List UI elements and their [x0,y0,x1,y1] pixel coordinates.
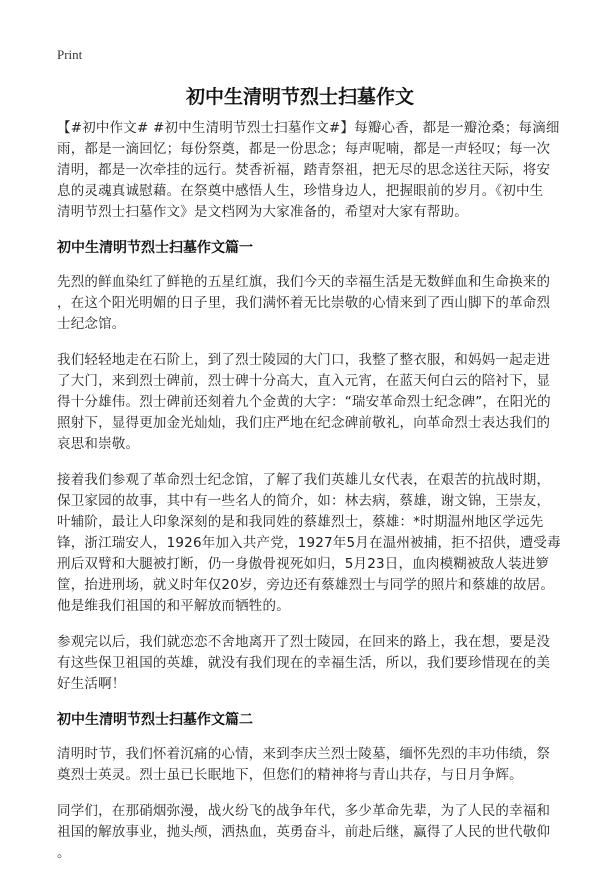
paragraph [57,118,560,223]
paragraph-line: 【#初中作文# #初中生清明节烈士扫墓作文#】每瓣心香，都是一瓣沧桑；每滴细 [57,120,560,136]
paragraph-line: 雨，都是一滴回忆；每份祭奠，都是一份思念；每声呢喃，都是一声轻叹；每一次 [57,141,551,157]
paragraph-line: 哀思和崇敬。 [57,436,140,452]
paragraph [57,801,551,864]
paragraph-line: 息的灵魂真诚慰藉。在祭奠中感悟人生，珍惜身边人，把握眼前的岁月。《初中生 [57,183,544,199]
paragraph-line: 。 [57,845,71,861]
section-heading: 初中生清明节烈士扫墓作文篇二 [57,712,253,728]
paragraph-line: 奠烈士英灵。烈士虽已长眠地下，但您们的精神将与青山共存，与日月争辉。 [57,767,523,783]
paragraph-line: 同学们，在那硝烟弥漫，战火纷飞的战争年代，多少革命先辈，为了人民的幸福和 [57,803,551,819]
paragraph-line: 祖国的解放事业，抛头颅，洒热血，英勇奋斗，前赴后继，赢得了人民的世代敬仰 [57,824,551,840]
paragraph-line: 清明，都是一次牵挂的远行。焚香祈福，踏青祭祖，把无尽的思念送往天际，将安 [57,162,551,178]
paragraph-line: 清明时节，我们怀着沉痛的心情，来到李庆兰烈士陵墓，缅怀先烈的丰功伟绩，祭 [57,746,551,762]
paragraph-line: 清明节烈士扫墓作文》是文档网为大家准备的，希望对大家有帮助。 [57,204,468,220]
paragraph-line: 筐，抬进刑场，就义时年仅20岁，旁边还有蔡雄烈士与同学的照片和蔡雄的故居。 [57,577,555,593]
paragraph-line: 得十分雄伟。烈士碑前还刻着九个金黄的大字：“瑞安革命烈士纪念碑”，在阳光的 [57,394,551,410]
paragraph-line: 我们轻轻地走在石阶上，到了烈士陵园的大门口，我整了整衣服，和妈妈一起走进 [57,352,551,368]
paragraph-line: 他是维我们祖国的和平解放而牺牲的。 [57,598,290,614]
paragraph [57,272,551,335]
paragraph-line: 了大门，来到烈士碑前，烈士碑十分高大，直入元宵，在蓝天何白云的陪衬下，显 [57,373,551,389]
paragraph-line: 叶辅阶，最让人印象深刻的是和我同姓的蔡雄烈士，蔡雄：*时期温州地区学远先 [57,514,544,530]
paragraph [57,350,551,455]
paragraph [57,470,561,617]
paragraph-line: 先烈的鲜血染红了鲜艳的五星红旗，我们今天的幸福生活是无数鲜血和生命换来的 [57,274,551,290]
paragraph [57,632,551,695]
section-heading: 初中生清明节烈士扫墓作文篇一 [57,240,253,256]
paragraph-line: ，在这个阳光明媚的日子里，我们满怀着无比崇敬的心情来到了西山脚下的革命烈 [57,295,551,311]
page-title: 初中生清明节烈士扫墓作文 [185,86,414,108]
paragraph-line: 有这些保卫祖国的英雄，就没有我们现在的幸福生活，所以，我们要珍惜现在的美 [57,655,551,671]
paragraph-line: 士纪念馆。 [57,316,126,332]
paragraph-line: 刑后双臂和大腿被打断，仍一身傲骨视死如归，5月23日，血肉模糊被敌人装进箩 [57,556,550,572]
article-body [57,118,561,879]
print-link[interactable]: Print [57,47,83,62]
paragraph-line: 保卫家园的故事，其中有一些名人的简介，如：林去病，蔡雄，谢文锦，王崇友， [57,493,551,509]
paragraph-line: 照射下，显得更加金光灿灿，我们庄严地在纪念碑前敬礼，向革命烈士表达我们的 [57,415,551,431]
paragraph-line: 好生活啊！ [57,676,126,692]
paragraph-line: 参观完以后，我们就恋恋不舍地离开了烈士陵园，在回来的路上，我在想，要是没 [57,634,551,650]
paragraph-line: 接着我们参观了革命烈士纪念馆，了解了我们英雄儿女代表，在艰苦的抗战时期， [57,472,551,488]
paragraph [57,744,551,786]
paragraph-line: 锋，浙江瑞安人，1926年加入共产党，1927年5月在温州被捕，拒不招供，遭受毒 [57,535,561,551]
